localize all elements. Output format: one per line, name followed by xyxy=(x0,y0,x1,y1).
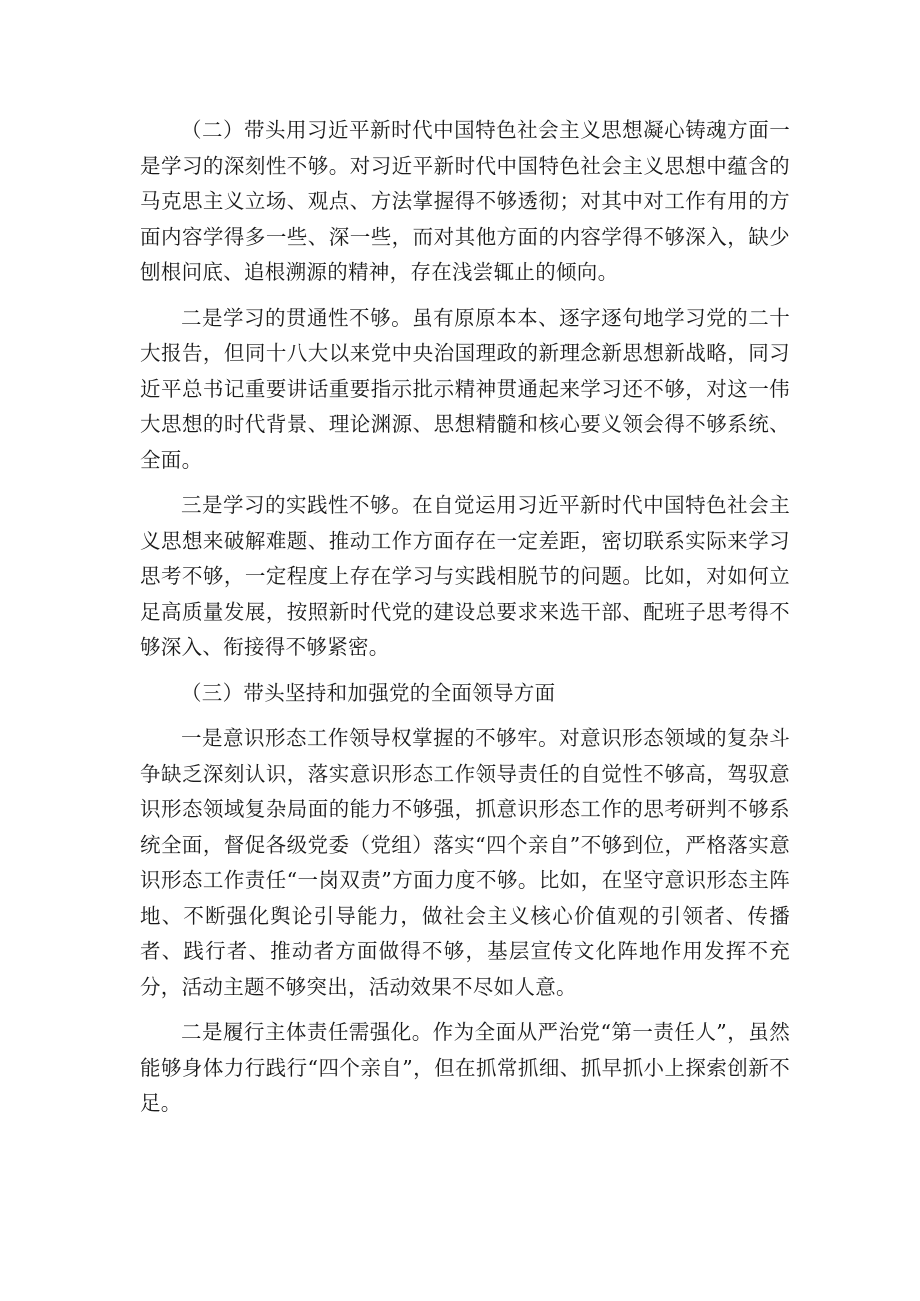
paragraph-section-2-item-1: （二）带头用习近平新时代中国特色社会主义思想凝心铸魂方面一是学习的深刻性不够。对习近平新时代中国特色社会主义思想中蕴含的马克思主义立场、观点、方法掌握得不够透彻；对其中对工作有用的方面内容学得多一些、深一些，而对其他方面的内容学得不够深入，缺少刨根问底、追根溯源的精神，存在浅尝辄止的倾向。 xyxy=(140,118,790,284)
paragraph-section-3-item-1: 一是意识形态工作领导权掌握的不够牢。对意识形态领域的复杂斗争缺乏深刻认识，落实意识形态工作领导责任的自觉性不够高，驾驭意识形态领域复杂局面的能力不够强，抓意识形态工作的思考研判不够系统全面，督促各级党委（党组）落实“四个亲自”不够到位，严格落实意识形态工作责任“一岗双责”方面力度不够。比如，在坚守意识形态主阵地、不断强化舆论引导能力，做社会主义核心价值观的引领者、传播者、践行者、推动者方面做得不够，基层宣传文化阵地作用发挥不充分，活动主题不够突出，活动效果不尽如人意。 xyxy=(140,726,790,999)
paragraph-section-2-item-3: 三是学习的实践性不够。在自觉运用习近平新时代中国特色社会主义思想来破解难题、推动工作方面存在一定差距，密切联系实际来学习思考不够，一定程度上存在学习与实践相脱节的问题。比如，对如何立足高质量发展，按照新时代党的建设总要求来选干部、配班子思考得不够深入、衔接得不够紧密。 xyxy=(140,493,790,659)
document-body xyxy=(140,113,790,1122)
paragraph-section-2-item-2: 二是学习的贯通性不够。虽有原原本本、逐字逐句地学习党的二十大报告，但同十八大以来党中央治国理政的新理念新思想新战略，同习近平总书记重要讲话重要指示批示精神贯通起来学习还不够，对这一伟大思想的时代背景、理论渊源、思想精髓和核心要义领会得不够系统、全面。 xyxy=(140,305,790,472)
section-3-heading: （三）带头坚持和加强党的全面领导方面 xyxy=(181,680,556,705)
paragraph-section-3-item-2: 二是履行主体责任需强化。作为全面从严治党“第一责任人”，虽然能够身体力行践行“四个亲自”，但在抓常抓细、抓早抓小上探索创新不足。 xyxy=(140,1020,790,1115)
